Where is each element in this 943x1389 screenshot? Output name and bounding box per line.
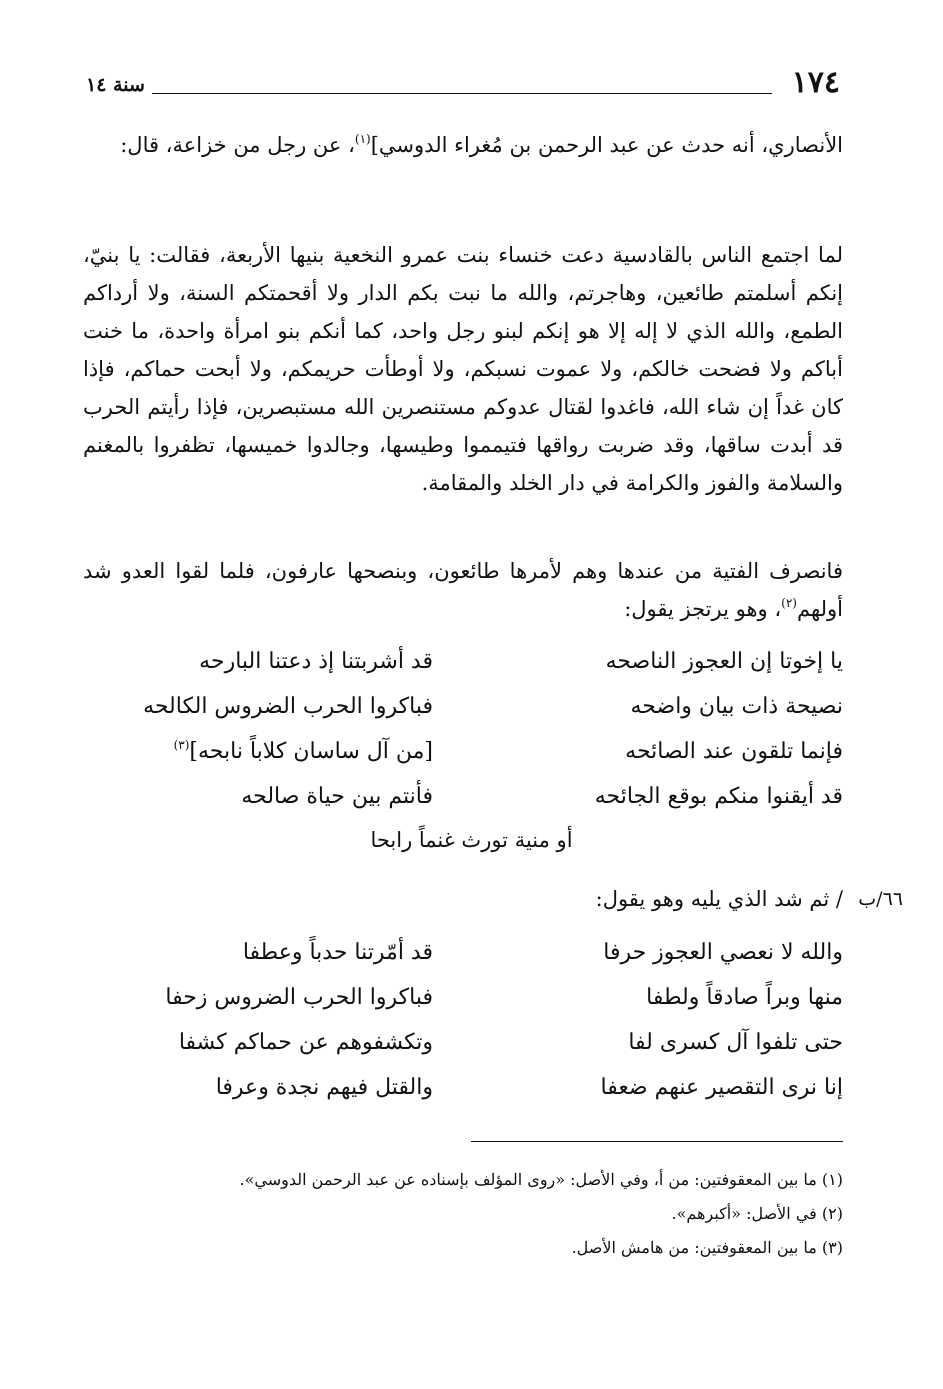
- verse-left-hemistich: قد أشربتنا إذ دعتنا البارحه: [199, 649, 433, 674]
- footnote-2: (٢) في الأصل: «أكبرهم».: [671, 1204, 843, 1223]
- verse-left-hemistich: وتكشفوهم عن حماكم كشفا: [178, 1030, 433, 1055]
- verse-right-hemistich: إنا نرى التقصير عنهم ضعفا: [600, 1075, 843, 1100]
- verse-line: [83, 975, 843, 1020]
- footnote-ref-1[interactable]: (١): [354, 132, 371, 146]
- footnote-rule: [471, 1141, 843, 1142]
- verse-right-hemistich: يا إخوتا إن العجوز الناصحه: [605, 649, 843, 674]
- verse-line: [83, 1020, 843, 1065]
- center-verse: أو منية تورث غنماً رابحا: [370, 828, 573, 852]
- verse-line: [83, 930, 843, 975]
- header-rule: [152, 93, 772, 94]
- manuscript-folio-marker: ٦٦/ب: [858, 888, 903, 910]
- verse-right-hemistich: قد أيقنوا منكم بوقع الجائحه: [594, 784, 843, 809]
- verse-right-hemistich: منها وبراً صادقاً ولطفا: [646, 985, 843, 1010]
- verse-line: [83, 639, 843, 684]
- verse-line: [83, 1065, 843, 1110]
- footnote-ref-3[interactable]: (٣): [173, 738, 190, 752]
- verses-block-first: [83, 639, 843, 819]
- footnote-1: (١) ما بين المعقوفتين: من أ، وفي الأصل: «روى المؤلف بإسناده عن عبد الرحمن الدوسي».: [239, 1170, 843, 1189]
- running-head-year: سنة ١٤: [86, 74, 145, 96]
- page-number: ١٧٤: [791, 65, 840, 100]
- verse-left-hemistich: قد أمّرتنا حدباً وعطفا: [242, 940, 433, 965]
- footnote-ref-2[interactable]: (٢): [781, 596, 797, 610]
- depart-text-tail: ، وهو يرتجز يقول:: [624, 597, 782, 621]
- intro-text-tail: ، عن رجل من خزاعة، قال:: [120, 133, 355, 157]
- verse-left-hemistich: والقتل فيهم نجدة وعرفا: [215, 1075, 433, 1100]
- verse-right-hemistich: والله لا نعصي العجوز حرفا: [603, 940, 843, 965]
- main-paragraph: لما اجتمع الناس بالقادسية دعت خنساء بنت عمرو النخعية بنيها الأربعة، فقالت: يا بنيّ، إنكم أسلمتم طائعين، وهاجرتم، والله ما نبت بكم الدار ولا أقحمتكم السنة، ولا أرداكم الطمع، والله الذي لا إله إلا هو إنكم لبنو رجل واحد، كما أنكم بنو امرأة واحدة، ما خنت أباكم ولا فضحت خالكم، ولا عموت نسبكم، ولا أوطأت حريمكم، ولا أبحت حماكم، فإذا كان غداً إن شاء الله، فاغدوا لقتال عدوكم مستنصرين الله مستبصرين، فإذا رأيتم الحرب قد أبدت ساقها، وقد ضربت رواقها فتيمموا وطيسها، وجالدوا خميسها، تظفروا بالمغنم والسلامة والفوز والكرامة في دار الخلد والمقامة.: [83, 243, 843, 495]
- verses-block-second: [83, 930, 843, 1110]
- verse-right-hemistich: نصيحة ذات بيان واضحه: [630, 694, 843, 719]
- verse-left-hemistich: فباكروا الحرب الضروس زحفا: [165, 985, 433, 1010]
- footnote-3: (٣) ما بين المعقوفتين: من هامش الأصل.: [571, 1238, 843, 1257]
- intro-text: الأنصاري، أنه حدث عن عبد الرحمن بن مُغراء الدوسي]: [370, 133, 843, 157]
- verse-right-hemistich: فإنما تلقون عند الصائحه: [625, 739, 843, 764]
- second-intro-line: / ثم شد الذي يليه وهو يقول:: [595, 887, 843, 911]
- verse-line: [83, 774, 843, 819]
- verse-left-hemistich: فباكروا الحرب الضروس الكالحه: [143, 694, 433, 719]
- depart-paragraph: [83, 552, 843, 628]
- verse-line: [83, 729, 843, 774]
- verse-left-hemistich: فأنتم بين حياة صالحه: [241, 784, 433, 809]
- verse-line: [83, 684, 843, 729]
- verse-left-text: [من آل ساسان كلاباً نابحه]: [189, 739, 433, 764]
- verse-left-hemistich: [83, 729, 433, 774]
- intro-paragraph: [83, 126, 843, 164]
- depart-text: فانصرف الفتية من عندها وهم لأمرها طائعون، وبنصحها عارفون، فلما لقوا العدو شد أولهم: [83, 559, 843, 621]
- verse-right-hemistich: حتى تلفوا آل كسرى لفا: [628, 1030, 843, 1055]
